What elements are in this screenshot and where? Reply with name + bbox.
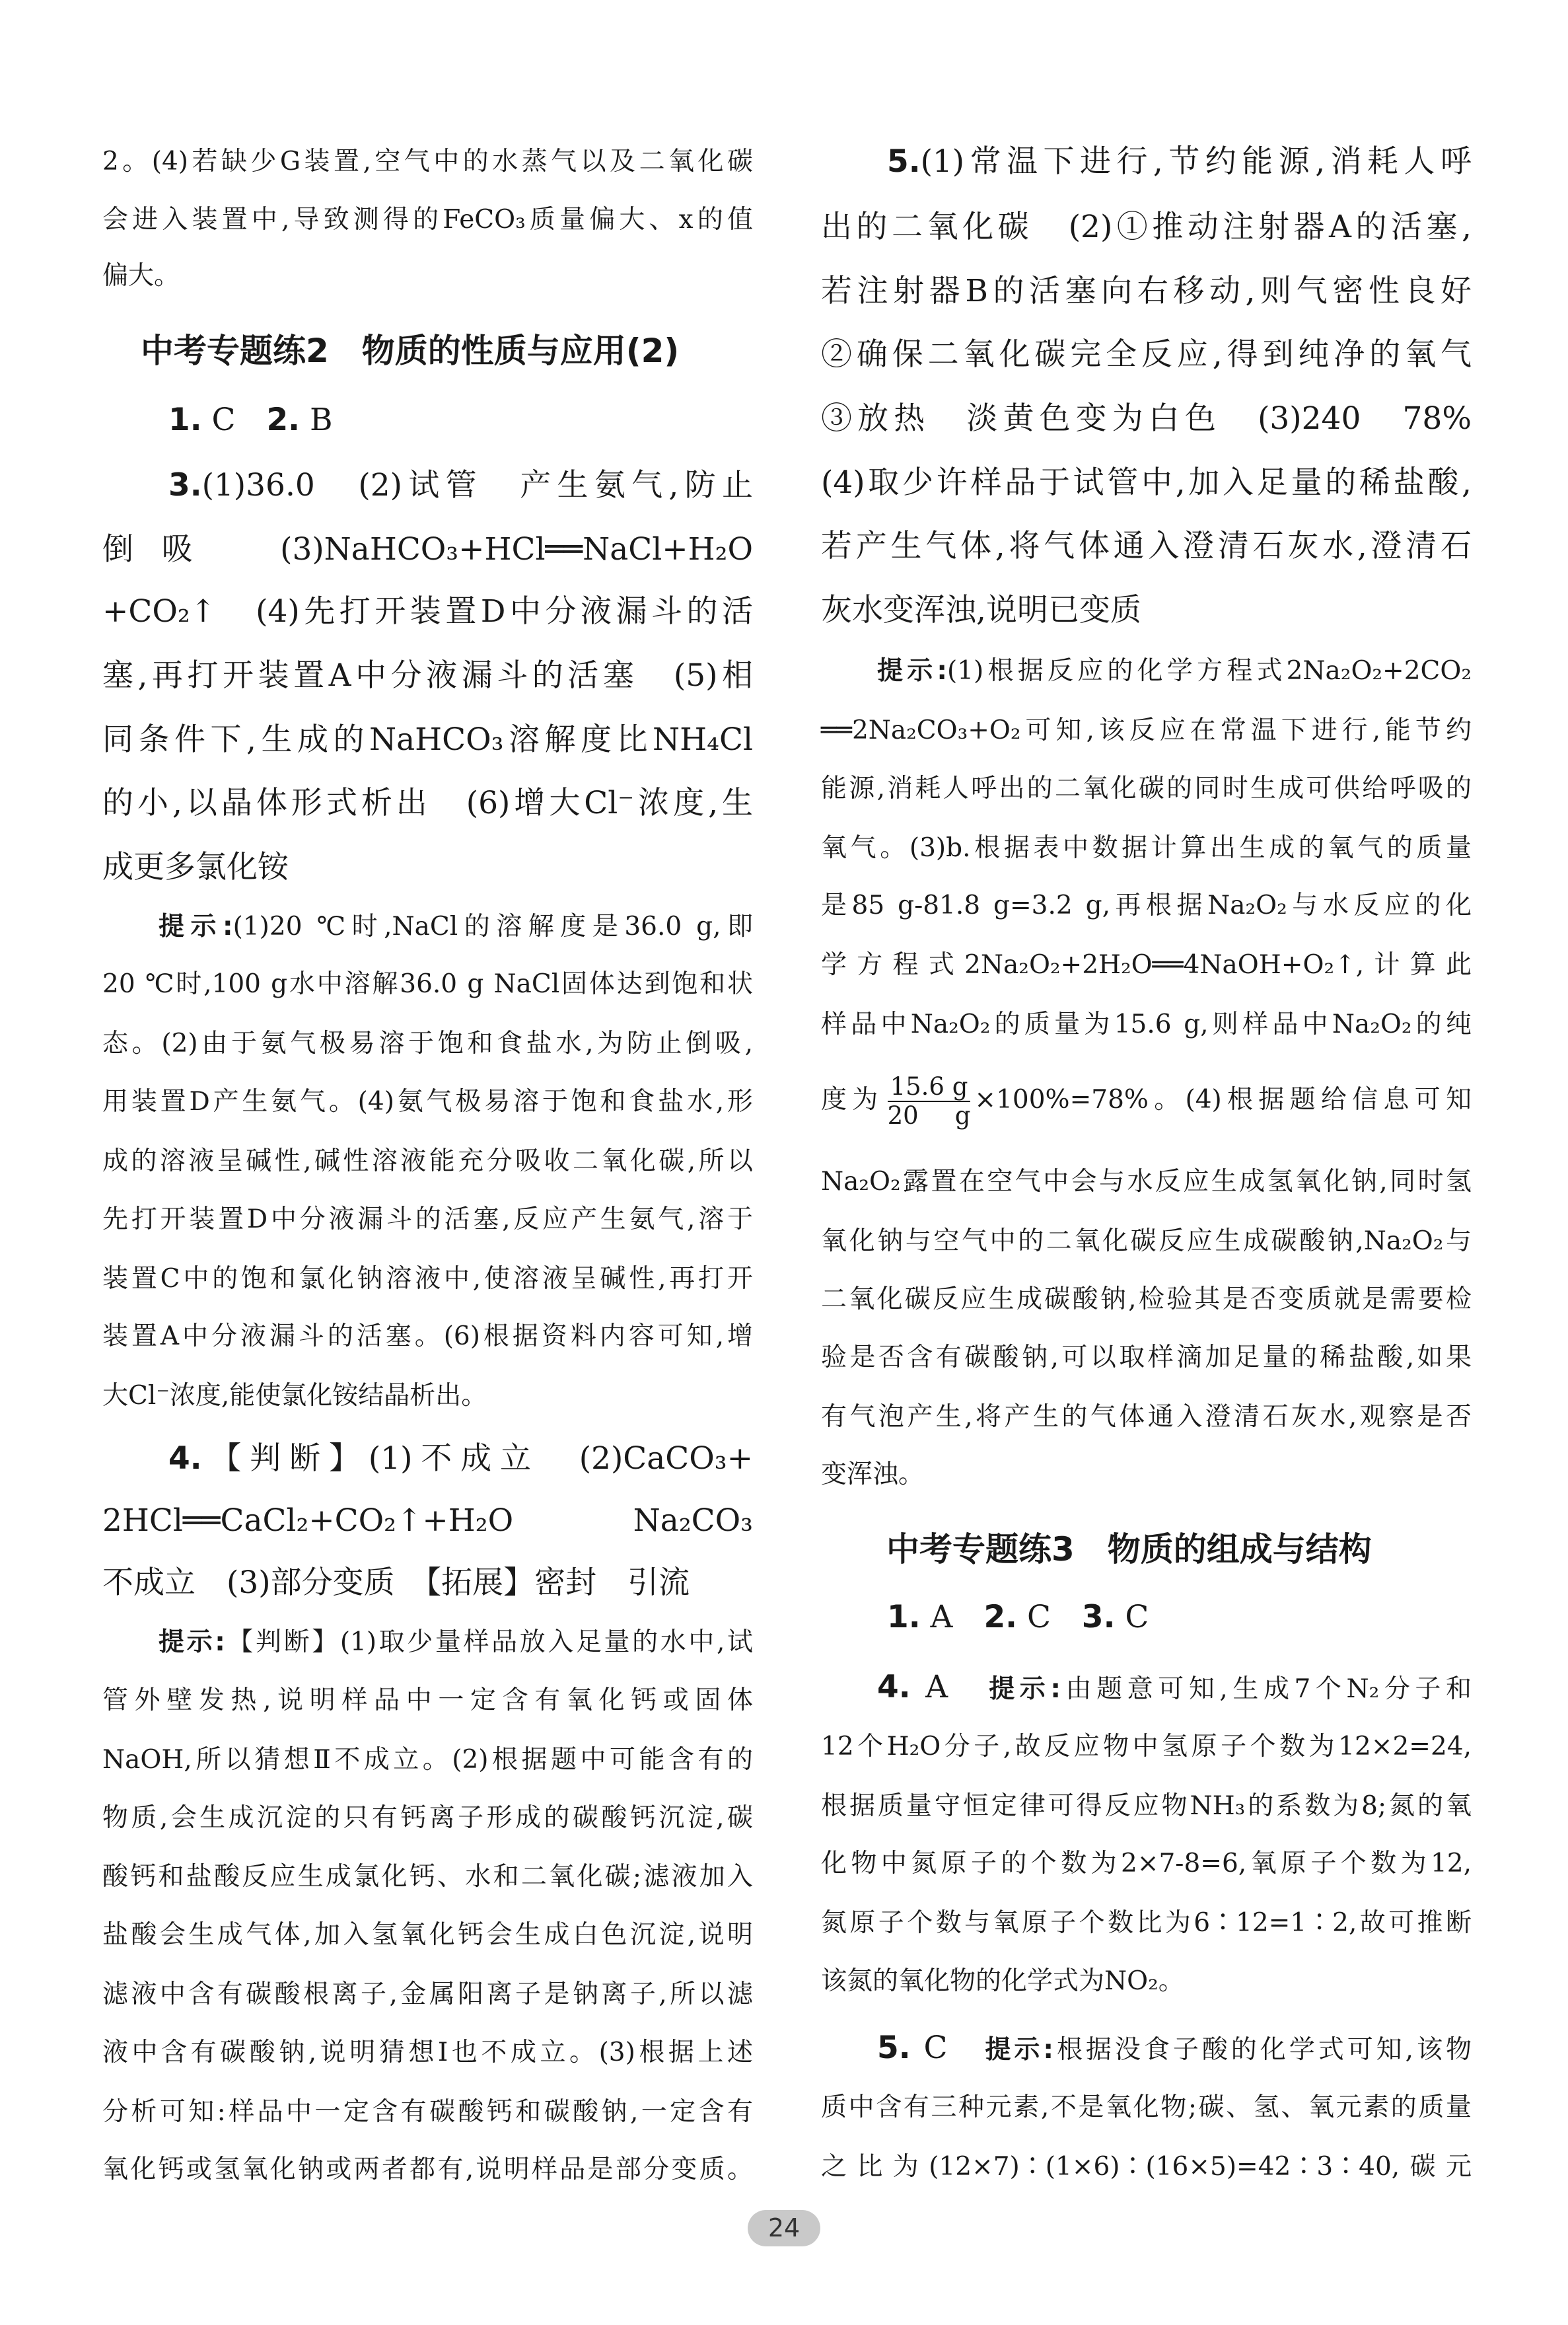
text-segment: A [920, 1599, 984, 1636]
hint-text-line: 质中含有三种元素,不是氧化物;碳、氢、氧元素的质量 [821, 2092, 1472, 2122]
hint-text-line: 态。(2)由于氨气极易溶于饱和食盐水,为防止倒吸, [102, 1029, 753, 1059]
answer-text-line: 塞,再打开装置A中分液漏斗的活塞 (5)相 [102, 657, 753, 694]
hint-text-line [877, 2022, 1472, 2075]
fraction-denominator: 20 g [887, 1101, 971, 1130]
hint-text-line: 验是否含有碳酸钠,可以取样滴加足量的稀盐酸,如果 [821, 1342, 1472, 1372]
hint-text-line: 分析可知:样品中一定含有碳酸钙和碳酸钠,一定含有 [102, 2096, 753, 2127]
text-segment: C [1115, 1599, 1149, 1636]
bold-label: 2. [983, 1599, 1018, 1636]
hint-text-line: 液中含有碳酸钠,说明猜想Ⅰ也不成立。(3)根据上述 [102, 2037, 753, 2067]
hint-text-line: 物质,会生成沉淀的只有钙离子形成的碳酸钙沉淀,碳 [102, 1802, 753, 1833]
bold-label: 5. [877, 2029, 911, 2066]
hint-text-line: 大Cl⁻浓度,能使氯化铵结晶析出。 [102, 1381, 487, 1411]
section-heading: 中考专题练2 物质的性质与应用(2) [141, 331, 680, 370]
hint-text-line [877, 1661, 1472, 1714]
answer-text-line [168, 459, 753, 512]
hint-text-line: 先打开装置D中分液漏斗的活塞,反应产生氨气,溶于 [102, 1204, 753, 1234]
answer-text-line: 不成立 (3)部分变质 【拓展】密封 引流 [102, 1565, 690, 1602]
hint-text-line: 偏大。 [102, 261, 180, 291]
hint-text-line: 会进入装置中,导致测得的FeCO₃质量偏大、x的值 [102, 204, 753, 235]
hint-text-line: 装置C中的饱和氯化钠溶液中,使溶液呈碱性,再打开 [102, 1263, 753, 1294]
hint-text-line: 用装置D产生氨气。(4)氨气极易溶于饱和食盐水,形 [102, 1087, 753, 1117]
hint-text-line [159, 901, 753, 953]
bold-label: 提示: [877, 656, 948, 686]
text-segment: (1)20 ℃时,NaCl的溶解度是36.0 g,即 [232, 911, 753, 941]
bold-label: 提示: [159, 1627, 225, 1658]
hint-text-line: 20 ℃时,100 g水中溶解36.0 g NaCl固体达到饱和状 [102, 969, 753, 1000]
hint-text-line [159, 1616, 753, 1669]
hint-text-line: 样品中Na₂O₂的质量为15.6 g,则样品中Na₂O₂的纯 [821, 1010, 1472, 1040]
text-segment: C [201, 402, 267, 439]
section-heading: 中考专题练3 物质的组成与结构 [886, 1530, 1372, 1568]
bold-label: 1. [887, 1599, 921, 1636]
hint-text-line: 是85 g-81.8 g=3.2 g,再根据Na₂O₂与水反应的化 [821, 891, 1472, 921]
bold-label: 3. [168, 467, 202, 504]
page-number: 24 [748, 2210, 820, 2246]
text-segment: 【判断】(1)取少量样品放入足量的水中,试 [225, 1627, 753, 1658]
answer-text-line: 灰水变浑浊,说明已变质 [821, 591, 1141, 628]
text-segment: C [1017, 1599, 1082, 1636]
answer-text-line: 的小,以晶体形式析出 (6)增大Cl⁻浓度,生 [102, 785, 753, 822]
hint-text-line: 氧气。(3)b.根据表中数据计算出生成的氧气的质量 [821, 832, 1472, 863]
text-segment: 【判断】(1)不成立 (2)CaCO₃+ [201, 1440, 753, 1477]
hint-text-line: 2。(4)若缺少G装置,空气中的水蒸气以及二氧化碳 [102, 147, 753, 177]
hint-text-line: 氮原子个数与氧原子个数比为6∶12=1∶2,故可推断 [821, 1908, 1472, 1938]
text-segment: (1)根据反应的化学方程式2Na₂O₂+2CO₂ [947, 656, 1472, 686]
answer-text-line: 成更多氯化铵 [102, 848, 289, 885]
hint-text-line: ══2Na₂CO₃+O₂可知,该反应在常温下进行,能节约 [821, 716, 1472, 746]
answer-text-line: 倒吸 (3)NaHCO₃+HCl══NaCl+H₂O [102, 531, 753, 568]
hint-text-line: 氧化钙或氢氧化钠或两者都有,说明样品是部分变质。 [102, 2155, 753, 2185]
hint-text-line: 根据质量守恒定律可得反应物NH₃的系数为8;氮的氧 [821, 1790, 1472, 1821]
answer-text-line [887, 135, 1472, 188]
answer-text-line: 若注射器B的活塞向右移动,则气密性良好 [821, 272, 1472, 309]
text-segment: A [910, 1668, 989, 1705]
bold-label: 1. [168, 402, 202, 439]
text-segment: (1)36.0 (2)试管 产生氨气,防止 [201, 467, 753, 504]
answer-text-line: 同条件下,生成的NaHCO₃溶解度比NH₄Cl [102, 721, 753, 758]
hint-text-line [821, 1072, 1472, 1130]
text-segment: 度为 [821, 1084, 884, 1115]
bold-label: 4. [168, 1440, 202, 1477]
bold-label: 3. [1081, 1599, 1116, 1636]
hint-text-line: 变浑浊。 [821, 1459, 925, 1490]
answer-text-line: 若产生气体,将气体通入澄清石灰水,澄清石 [821, 528, 1472, 565]
hint-text-line: 管外壁发热,说明样品中一定含有氧化钙或固体 [102, 1685, 753, 1715]
answer-text-line: 出的二氧化碳 (2)①推动注射器A的活塞, [821, 208, 1472, 245]
hint-text-line: 能源,消耗人呼出的二氧化碳的同时生成可供给呼吸的 [821, 773, 1472, 803]
answer-text-line [887, 1591, 1472, 1644]
hint-text-line: 12个H₂O分子,故反应物中氢原子个数为12×2=24, [821, 1731, 1472, 1761]
hint-text-line: 二氧化碳反应生成碳酸钠,检验其是否变质就是需要检 [821, 1284, 1472, 1314]
hint-text-line: 有气泡产生,将产生的气体通入澄清石灰水,观察是否 [821, 1401, 1472, 1432]
hint-text-line: 酸钙和盐酸反应生成氯化钙、水和二氧化碳;滤液加入 [102, 1862, 753, 1892]
bold-label: 4. [877, 1668, 911, 1705]
answer-text-line: ②确保二氧化碳完全反应,得到纯净的氧气 [821, 336, 1472, 373]
hint-text-line: 之比为(12×7)∶(1×6)∶(16×5)=42∶3∶40,碳元 [821, 2151, 1472, 2182]
answer-text-line: (4)取少许样品于试管中,加入足量的稀盐酸, [821, 464, 1472, 501]
bold-label: 5. [887, 143, 921, 180]
answer-text-line: 2HCl══CaCl₂+CO₂↑+H₂O Na₂CO₃ [102, 1502, 753, 1539]
hint-text-line: 成的溶液呈碱性,碱性溶液能充分吸收二氧化碳,所以 [102, 1146, 753, 1176]
answer-text-line: +CO₂↑ (4)先打开装置D中分液漏斗的活 [102, 593, 753, 630]
fraction [888, 1073, 971, 1130]
hint-text-line: 学方程式2Na₂O₂+2H₂O══4NaOH+O₂↑,计算此 [821, 950, 1472, 980]
text-segment: ×100%=78%。(4)根据题给信息可知 [974, 1084, 1472, 1115]
text-segment: (1)常温下进行,节约能源,消耗人呼 [920, 143, 1472, 180]
hint-text-line: Na₂O₂露置在空气中会与水反应生成氢氧化钠,同时氢 [821, 1167, 1472, 1197]
hint-text-line: 盐酸会生成气体,加入氢氧化钙会生成白色沉淀,说明 [102, 1920, 753, 1950]
text-segment: C [910, 2029, 985, 2066]
hint-text-line: NaOH,所以猜想Ⅱ不成立。(2)根据题中可能含有的 [102, 1744, 753, 1775]
text-segment: 根据没食子酸的化学式可知,该物 [1053, 2034, 1472, 2065]
hint-text-line [877, 645, 1472, 698]
answer-text-line [168, 1432, 753, 1485]
hint-text-line: 滤液中含有碳酸根离子,金属阳离子是钠离子,所以滤 [102, 1979, 753, 2010]
hint-text-line: 化物中氮原子的个数为2×7-8=6,氧原子个数为12, [821, 1849, 1472, 1879]
answer-text-line [168, 394, 753, 447]
bold-label: 提示: [989, 1674, 1061, 1704]
hint-text-line: 氧化钠与空气中的二氧化碳反应生成碳酸钠,Na₂O₂与 [821, 1226, 1472, 1257]
bold-label: 2. [266, 402, 301, 439]
fraction-numerator: 15.6 g [888, 1073, 971, 1102]
answer-text-line: ③放热 淡黄色变为白色 (3)240 78% [821, 400, 1472, 437]
text-segment: 由题意可知,生成7个N₂分子和 [1060, 1674, 1472, 1704]
text-segment: B [300, 402, 333, 439]
bold-label: 提示: [159, 911, 233, 941]
hint-text-line: 装置A中分液漏斗的活塞。(6)根据资料内容可知,增 [102, 1321, 753, 1352]
bold-label: 提示: [985, 2034, 1053, 2065]
hint-text-line: 该氮的氧化物的化学式为NO₂。 [821, 1966, 1184, 1996]
